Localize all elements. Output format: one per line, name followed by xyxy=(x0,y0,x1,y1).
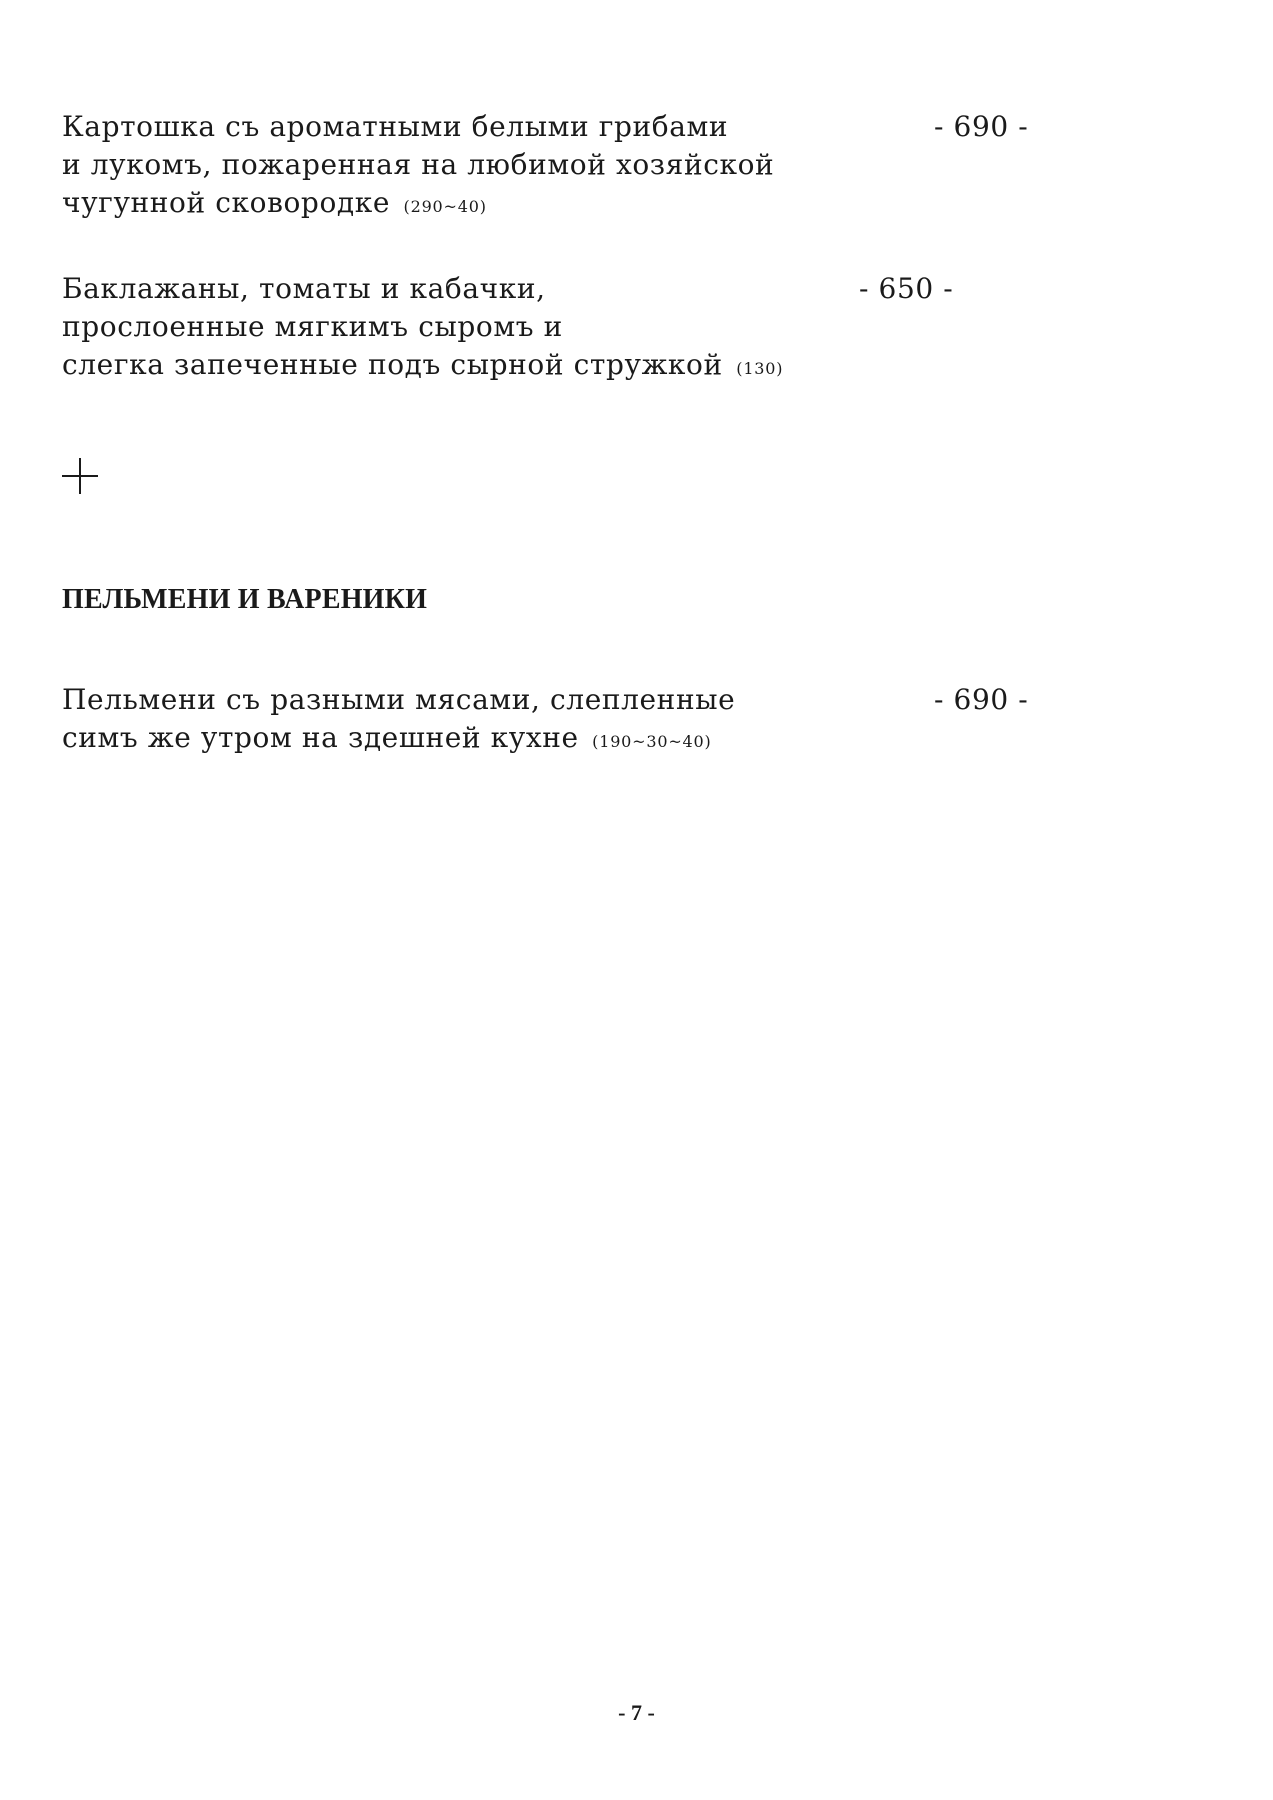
menu-item-line-text: симъ же утром на здешней кухне xyxy=(62,721,579,754)
menu-item-price: - 650 - xyxy=(859,272,954,305)
menu-item-description xyxy=(62,270,1162,388)
menu-item-line: и лукомъ, пожаренная на любимой хозяйской xyxy=(62,148,775,181)
menu-item-line: Картошка съ ароматными белыми грибами xyxy=(62,110,729,143)
menu-item-weight: (290~40) xyxy=(403,197,487,216)
menu-item-line xyxy=(62,184,1162,226)
section-title: ПЕЛЬМЕНИ И ВАРЕНИКИ xyxy=(62,584,428,615)
menu-item-pelmeni xyxy=(62,681,1162,761)
page-number: - 7 - xyxy=(618,1700,655,1725)
menu-item-line xyxy=(62,719,1162,761)
menu-item-line xyxy=(62,346,1162,388)
menu-item-weight: (190~30~40) xyxy=(592,732,712,751)
menu-item-eggplant-tomatoes xyxy=(62,270,1162,388)
plus-icon xyxy=(62,458,98,494)
menu-item-price: - 690 - xyxy=(934,110,1029,143)
menu-item-potatoes-mushrooms xyxy=(62,108,1162,226)
menu-item-line: Баклажаны, томаты и кабачки, xyxy=(62,272,546,305)
menu-item-line: прослоенные мягкимъ сыромъ и xyxy=(62,310,563,343)
menu-item-line-text: слегка запеченные подъ сырной стружкой xyxy=(62,348,723,381)
menu-item-line: Пельмени съ разными мясами, слепленные xyxy=(62,683,736,716)
menu-item-price: - 690 - xyxy=(934,683,1029,716)
menu-item-line-text: чугунной сковородке xyxy=(62,186,391,219)
menu-item-weight: (130) xyxy=(736,359,784,378)
